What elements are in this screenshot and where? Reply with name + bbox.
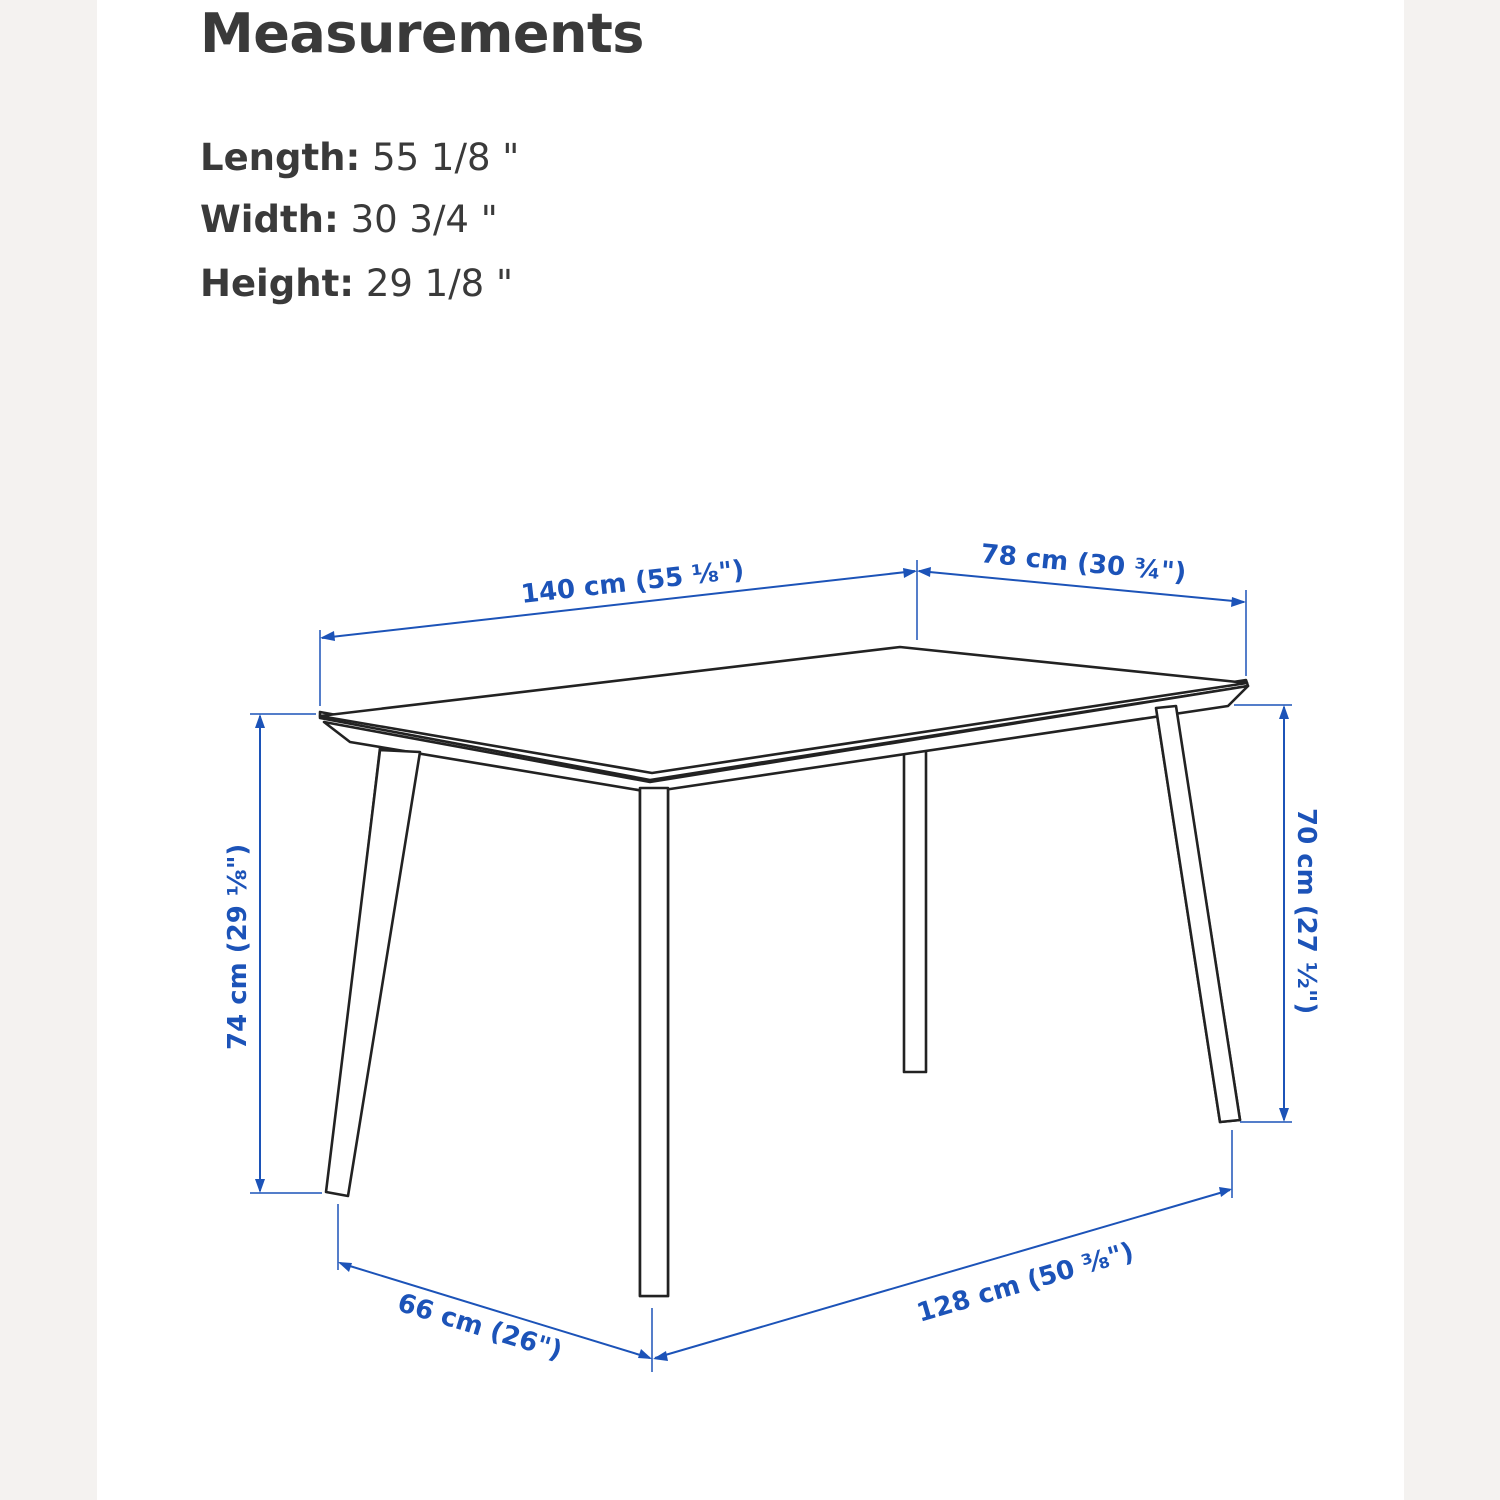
spec-height-label: Height: bbox=[200, 262, 355, 305]
leg-height-dimension bbox=[1234, 705, 1321, 1122]
spec-width-label: Width: bbox=[200, 198, 339, 241]
base-length-label: 128 cm (50 ⅜") bbox=[913, 1236, 1138, 1329]
spec-length-value: 55 1/8 " bbox=[372, 136, 520, 179]
spec-width-value: 30 3/4 " bbox=[350, 198, 498, 241]
back-left-leg-overlay bbox=[326, 750, 420, 1196]
base-width-dimension bbox=[338, 1204, 652, 1372]
height-label: 74 cm (29 ⅛") bbox=[223, 843, 253, 1050]
base-width-label: 66 cm (26") bbox=[393, 1288, 566, 1367]
base-length-dimension bbox=[653, 1130, 1232, 1361]
spec-height-value: 29 1/8 " bbox=[365, 262, 513, 305]
height-dimension bbox=[223, 714, 322, 1193]
table-illustration bbox=[320, 647, 1248, 1296]
right-leg-overlay bbox=[1156, 706, 1240, 1122]
leg-height-label: 70 cm (27 ½") bbox=[1291, 808, 1321, 1015]
page-title: Measurements bbox=[200, 2, 644, 65]
back-middle-leg bbox=[904, 750, 926, 1072]
width-label: 78 cm (30 ¾") bbox=[979, 539, 1188, 589]
spec-length-label: Length: bbox=[200, 136, 361, 179]
front-leg-overlay bbox=[640, 788, 668, 1296]
length-label: 140 cm (55 ⅛") bbox=[519, 555, 746, 610]
